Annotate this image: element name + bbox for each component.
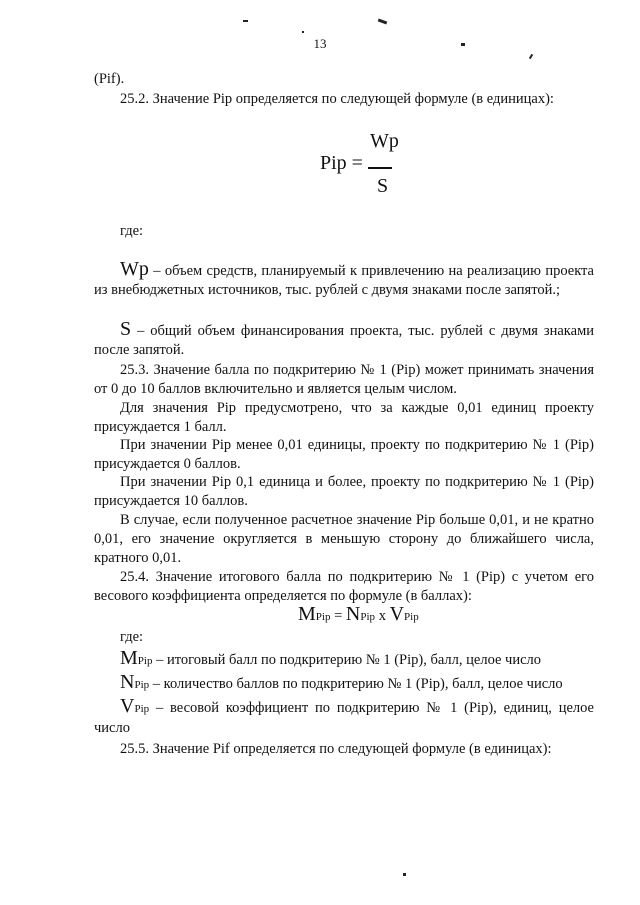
formula-pip-lhs: Pip = <box>320 152 363 174</box>
formula-times: x <box>375 608 390 624</box>
definition-npip-sub: Pip <box>134 679 150 691</box>
formula-pip-numerator: Wp <box>370 130 399 152</box>
definition-mpip-symbol: M <box>120 647 138 669</box>
scan-speck <box>378 19 387 25</box>
scan-speck <box>403 873 406 876</box>
paragraph-each-001: Для значения Pip предусмотрено, что за каждые 0,01 единиц проекту присуждается 1 балл. <box>94 400 594 435</box>
definition-vpip <box>94 697 594 738</box>
clause-25-5: 25.5. Значение Pif определяется по следующей формуле (в единицах): <box>120 741 552 757</box>
scan-speck <box>243 20 248 22</box>
definition-vpip-symbol: V <box>120 695 135 717</box>
formula-v-sub: Pip <box>404 611 419 623</box>
formula-m-symbol: M <box>298 603 316 625</box>
formula-v-symbol: V <box>389 603 405 625</box>
formula-m-sub: Pip <box>315 611 331 623</box>
fraction-bar <box>368 167 392 169</box>
definition-mpip <box>120 649 541 671</box>
formula-n-symbol: N <box>345 603 361 625</box>
clause-25-3: 25.3. Значение балла по подкритерию № 1 (Pip) может принимать значения от 0 до 10 баллов включительно и является целым числом. <box>94 362 594 397</box>
paragraph-less-001: При значении Pip менее 0,01 единицы, проекту по подкритерию № 1 (Pip) присуждается 0 баллов. <box>94 437 594 472</box>
definition-npip-text: – количество баллов по подкритерию № 1 (Pip), балл, целое число <box>149 676 563 692</box>
definition-mpip-sub: Pip <box>137 655 153 667</box>
definition-wp-text: – объем средств, планируемый к привлечению на реализацию проекта из внебюджетных источников, тыс. рублей с двумя знаками после запятой.; <box>94 263 594 298</box>
definition-wp-symbol: Wp <box>120 258 149 280</box>
definition-npip <box>120 673 563 695</box>
where-label-2: где: <box>120 629 144 645</box>
where-label-1: где: <box>120 223 144 239</box>
pif-continuation: (Pif). <box>94 71 125 87</box>
definition-mpip-text: – итоговый балл по подкритерию № 1 (Pip), балл, целое число <box>152 652 542 668</box>
definition-s-symbol: S <box>120 318 132 340</box>
clause-25-2: 25.2. Значение Pip определяется по следующей формуле (в единицах): <box>120 91 554 107</box>
definition-vpip-sub: Pip <box>134 703 150 715</box>
formula-mpip <box>298 605 419 627</box>
definition-vpip-text: – весовой коэффициент по подкритерию № 1 (Pip), единиц, целое число <box>94 700 594 736</box>
paragraph-more-01: При значении Pip 0,1 единица и более, проекту по подкритерию № 1 (Pip) присуждается 10 баллов. <box>94 474 594 509</box>
formula-pip-denominator: S <box>377 175 389 197</box>
clause-25-4: 25.4. Значение итогового балла по подкритерию № 1 (Pip) с учетом его весового коэффициента определяется по формуле (в баллах): <box>94 569 594 604</box>
scan-speck <box>529 54 533 59</box>
scan-speck <box>302 31 304 33</box>
formula-pip <box>320 130 410 200</box>
formula-n-sub: Pip <box>360 611 376 623</box>
paragraph-rounding: В случае, если полученное расчетное значение Pip больше 0,01, и не кратно 0,01, его значение округляется в меньшую сторону до ближайшего числа, кратного 0,01. <box>94 512 594 566</box>
definition-npip-symbol: N <box>120 671 135 693</box>
formula-equals: = <box>330 608 346 624</box>
definition-s <box>94 320 594 360</box>
page-number: 13 <box>313 36 327 51</box>
definition-s-text: – общий объем финансирования проекта, тыс. рублей с двумя знаками после запятой. <box>94 323 594 358</box>
definition-wp <box>94 260 594 300</box>
